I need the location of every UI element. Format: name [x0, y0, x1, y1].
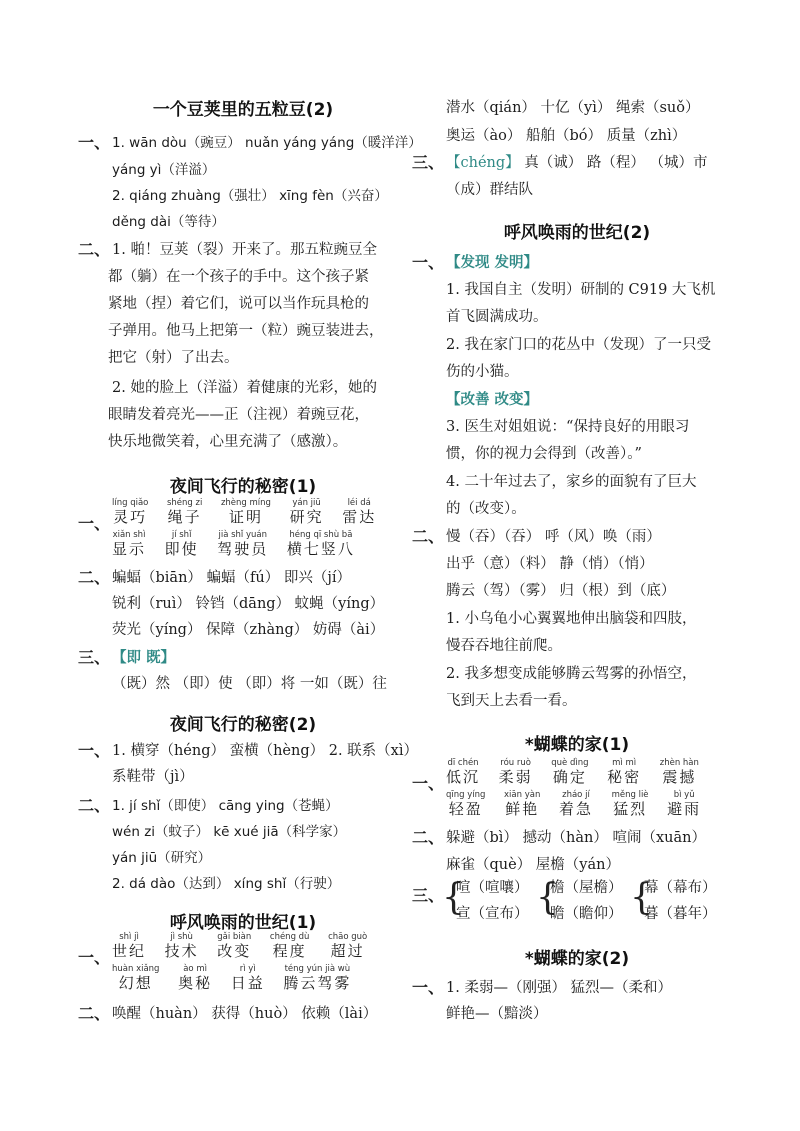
pinyin-label: léi dá	[347, 498, 371, 508]
word-groups	[112, 530, 369, 558]
word: 改变	[217, 942, 252, 960]
word: 雷达	[342, 508, 377, 526]
answer-line	[78, 648, 408, 668]
answer-line: 2. 我多想变成能够腾云驾雾的孙悟空，	[446, 666, 697, 682]
word: 猛烈	[613, 800, 648, 818]
word-group	[112, 530, 146, 558]
word: 程度	[272, 942, 307, 960]
word: 轻盈	[448, 800, 483, 818]
answer-line: 惯，你的视力会得到（改善）。”	[446, 446, 642, 462]
answer-line: yáng yì（洋溢）	[112, 162, 216, 178]
word: 确定	[552, 768, 587, 786]
answer-line: 1. 小乌龟小心翼翼地伸出脑袋和四肢，	[446, 611, 697, 627]
brace-top: 檐（屋檐）	[550, 880, 623, 896]
word: 着急	[558, 800, 593, 818]
option-tag: 【发现 发明】	[446, 254, 539, 271]
word-group	[221, 498, 271, 526]
item-number: 二、	[412, 527, 445, 546]
pinyin-row	[78, 964, 408, 992]
answer-line: 2. 我在家门口的花丛中（发现）了一只受	[446, 337, 711, 353]
word-group	[165, 932, 199, 960]
word-group	[217, 932, 251, 960]
pinyin-label: jí shǐ	[171, 530, 192, 540]
pinyin-label: què dìng	[551, 758, 589, 768]
word-group	[667, 790, 701, 818]
word-group	[217, 530, 268, 558]
answer-line	[412, 828, 742, 848]
answer-line: 2. dá dào（达到） xíng shǐ（行驶）	[112, 876, 341, 892]
item-number: 二、	[78, 568, 111, 587]
answer-line: 鲜艳—（黯淡）	[446, 1006, 548, 1022]
pinyin-label: shéng zi	[166, 498, 203, 508]
word-group	[551, 758, 588, 786]
brace-icon: {	[536, 877, 559, 918]
answer-line: 出乎（意）（料） 静（悄）（悄）	[446, 556, 654, 572]
word-group	[499, 758, 533, 786]
answer-line: wén zi（蚊子） kē xué jiā（科学家）	[112, 824, 347, 840]
pinyin-label: róu ruò	[500, 758, 531, 768]
word-group	[342, 498, 376, 526]
word: 横七竖八	[286, 540, 355, 558]
answer-line	[78, 1004, 408, 1024]
answer-text: 1. wān dòu（豌豆） nuǎn yáng yáng（暖洋洋）	[112, 135, 422, 151]
pinyin-label: xiān yàn	[504, 790, 541, 800]
item-number: 一、	[412, 253, 445, 272]
pinyin-label: gǎi biàn	[217, 932, 252, 942]
answer-line	[412, 978, 742, 998]
answer-text: 躲避（bì） 撼动（hàn） 喧闹（xuān）	[446, 830, 706, 846]
answer-line	[78, 741, 418, 761]
word-group	[290, 498, 324, 526]
pinyin-label: chéng dù	[269, 932, 310, 942]
word-group	[270, 932, 310, 960]
pinyin-label: bì yǔ	[673, 790, 695, 800]
answer-line	[78, 568, 408, 588]
item-number: 二、	[78, 796, 111, 815]
brace-top: 幕（幕布）	[644, 880, 717, 896]
answer-line: 1. 我国自主（发明）研制的 C919 大飞机	[446, 282, 716, 298]
answer-line: 2. qiáng zhuàng（强壮） xīng fèn（兴奋）	[112, 188, 388, 204]
word: 灵巧	[113, 508, 148, 526]
answer-line: 腾云（驾）（雾） 归（根）到（底）	[446, 583, 676, 599]
pinyin-label: dī chén	[447, 758, 479, 768]
word: 柔弱	[498, 768, 533, 786]
answer-line	[78, 796, 408, 816]
item-number: 一、	[412, 774, 445, 793]
word-group	[112, 932, 146, 960]
word-groups	[112, 498, 390, 526]
section-title: 呼风唤雨的世纪(2)	[503, 223, 651, 243]
answer-text: 1. 柔弱—（刚强） 猛烈—（柔和）	[446, 980, 673, 996]
item-number: 一、	[78, 133, 111, 152]
item-number: 一、	[78, 741, 111, 760]
word: 鲜艳	[505, 800, 540, 818]
word: 幻想	[118, 974, 153, 992]
pinyin-label: jì shù	[170, 932, 193, 942]
pinyin-row	[412, 790, 742, 818]
pinyin-label: rì yì	[239, 964, 256, 974]
brace-top: 喧（喧嚷）	[456, 880, 529, 896]
pinyin-row	[78, 530, 408, 558]
pinyin-label: huàn xiǎng	[112, 964, 160, 974]
answer-line	[78, 133, 422, 153]
answer-line: 奥运（ào） 船舶（bó） 质量（zhì）	[446, 128, 687, 144]
option-tag: 【chéng】	[446, 155, 520, 171]
word-group	[178, 964, 212, 992]
answer-text: 唤醒（huàn） 获得（huò） 依赖（lài）	[112, 1006, 378, 1022]
answer-line	[412, 153, 742, 173]
answer-line: 荧光（yíng） 保障（zhàng） 妨碍（ài）	[112, 622, 385, 638]
answer-line: yán jiū（研究）	[112, 850, 212, 866]
pinyin-label: ào mì	[183, 964, 207, 974]
brace-icon: {	[630, 877, 653, 918]
pinyin-label: téng yún jià wù	[284, 964, 351, 974]
item-number: 二、	[78, 240, 111, 259]
section-title: 夜间飞行的秘密(1)	[169, 477, 317, 497]
pinyin-label: jià shǐ yuán	[218, 530, 268, 540]
answer-line: 系鞋带（jì）	[112, 769, 194, 785]
word: 避雨	[667, 800, 702, 818]
word: 驾驶员	[217, 540, 269, 558]
word-group	[167, 498, 202, 526]
pinyin-label: chāo guò	[328, 932, 368, 942]
word-group	[231, 964, 265, 992]
word: 腾云驾雾	[283, 974, 352, 992]
answer-line: 子弹用。他马上把第一（粒）豌豆装进去，	[108, 323, 384, 339]
word-group	[612, 790, 649, 818]
word: 低沉	[446, 768, 481, 786]
answer-line: 麻雀（què） 屋檐（yán）	[446, 857, 620, 873]
answer-line	[78, 240, 408, 260]
pinyin-label: shì jì	[119, 932, 139, 942]
brace-icon: {	[442, 877, 465, 918]
word: 日益	[230, 974, 265, 992]
item-number: 一、	[78, 948, 111, 967]
pinyin-label: qīng yíng	[446, 790, 486, 800]
word: 技术	[164, 942, 199, 960]
word-group	[660, 758, 699, 786]
pinyin-label: xiǎn shì	[112, 530, 146, 540]
answer-line: （既）然 （即）使 （即）将 一如（既）往	[112, 676, 387, 692]
word-groups	[112, 932, 381, 960]
pinyin-row	[412, 758, 742, 793]
answer-line: 2. 她的脸上（洋溢）着健康的光彩，她的	[112, 380, 377, 396]
answer-line: 把它（射）了出去。	[108, 350, 239, 366]
answer-line	[412, 253, 742, 273]
pinyin-label: zhèng míng	[220, 498, 271, 508]
pinyin-label: zháo jí	[562, 790, 590, 800]
answer-line: 快乐地微笑着，心里充满了（感激）。	[108, 434, 348, 450]
word-group	[283, 964, 351, 992]
answer-line: 锐利（ruì） 铃铛（dāng） 蚊蝇（yíng）	[112, 596, 385, 612]
pinyin-row	[78, 932, 408, 967]
brace-bottom: 瞻（瞻仰）	[550, 906, 623, 922]
word-group	[446, 758, 480, 786]
item-number: 三、	[412, 153, 445, 172]
item-number: 二、	[78, 1004, 111, 1023]
answer-line: 慢吞吞地往前爬。	[446, 638, 562, 654]
brace-groups	[412, 878, 742, 924]
section-title: 夜间飞行的秘密(2)	[169, 715, 317, 735]
word: 世纪	[112, 942, 147, 960]
item-number: 三、	[412, 886, 445, 905]
word: 震撼	[662, 768, 697, 786]
answer-text: 1. jí shǐ（即使） cāng ying（苍蝇）	[112, 798, 339, 814]
word: 超过	[330, 942, 365, 960]
answer-text: 1. 啪！豆荚（裂）开来了。那五粒豌豆全	[112, 242, 377, 258]
answer-line: 首飞圆满成功。	[446, 309, 548, 325]
option-tag: 【改善 改变】	[446, 391, 539, 408]
item-number: 一、	[78, 514, 111, 533]
word-group	[112, 964, 159, 992]
word-group	[287, 530, 355, 558]
answer-line: （成）群结队	[446, 182, 533, 198]
answer-line: 潜水（qián） 十亿（yì） 绳索（suǒ）	[446, 100, 700, 116]
word: 研究	[289, 508, 324, 526]
answer-line: 紧地（捏）着它们，说可以当作玩具枪的	[108, 296, 369, 312]
brace-bottom: 宣（宣布）	[456, 906, 529, 922]
word: 证明	[228, 508, 263, 526]
pinyin-label: měng liè	[611, 790, 649, 800]
brace-bottom: 暮（暮年）	[644, 906, 717, 922]
pinyin-row	[78, 498, 408, 533]
pinyin-label: mì mì	[612, 758, 637, 768]
answer-line: 都（躺）在一个孩子的手中。这个孩子紧	[108, 269, 369, 285]
section-title: *蝴蝶的家(1)	[524, 735, 630, 755]
answer-text: 慢（吞）（吞） 呼（风）唤（雨）	[446, 529, 661, 545]
pinyin-label: héng qī shù bā	[289, 530, 353, 540]
word: 即使	[164, 540, 199, 558]
answer-text: 蝙蝠（biān） 蝙蝠（fú） 即兴（jí）	[112, 570, 351, 586]
answer-text: 真（诚） 路（程） （城）市	[524, 155, 708, 171]
answer-text: 1. 横穿（héng） 蛮横（hèng） 2. 联系（xì）	[112, 743, 418, 759]
item-number: 二、	[412, 828, 445, 847]
answer-line	[412, 527, 742, 547]
answer-line: děng dài（等待）	[112, 214, 225, 230]
word: 秘密	[607, 768, 642, 786]
word-group	[607, 758, 641, 786]
section-title: 呼风唤雨的世纪(1)	[169, 913, 317, 933]
word: 显示	[112, 540, 147, 558]
section-title: 一个豆荚里的五粒豆(2)	[152, 100, 334, 120]
word-groups	[446, 758, 713, 786]
word-group	[328, 932, 367, 960]
answer-line: 3. 医生对姐姐说：“保持良好的用眼习	[446, 419, 690, 435]
answer-line: 眼睛发着亮光——正（注视）着豌豆花，	[108, 407, 369, 423]
item-number: 三、	[78, 648, 111, 667]
word-group	[504, 790, 540, 818]
pinyin-label: yán jiū	[292, 498, 321, 508]
answer-line: 的（改变）。	[446, 501, 526, 517]
word-groups	[446, 790, 715, 818]
section-title: *蝴蝶的家(2)	[524, 949, 630, 969]
word-groups	[112, 964, 365, 992]
word: 奥秘	[178, 974, 213, 992]
answer-line: 伤的小猫。	[446, 364, 519, 380]
word-group	[165, 530, 199, 558]
word-group	[446, 790, 485, 818]
answer-line: 4. 二十年过去了，家乡的面貌有了巨大	[446, 474, 697, 490]
option-tag: 【即 既】	[112, 649, 176, 666]
word-group	[112, 498, 148, 526]
pinyin-label: zhèn hàn	[659, 758, 699, 768]
answer-line: 飞到天上去看一看。	[446, 693, 577, 709]
item-number: 一、	[412, 978, 445, 997]
word-group	[559, 790, 593, 818]
word: 绳子	[167, 508, 202, 526]
pinyin-label: líng qiǎo	[112, 498, 149, 508]
